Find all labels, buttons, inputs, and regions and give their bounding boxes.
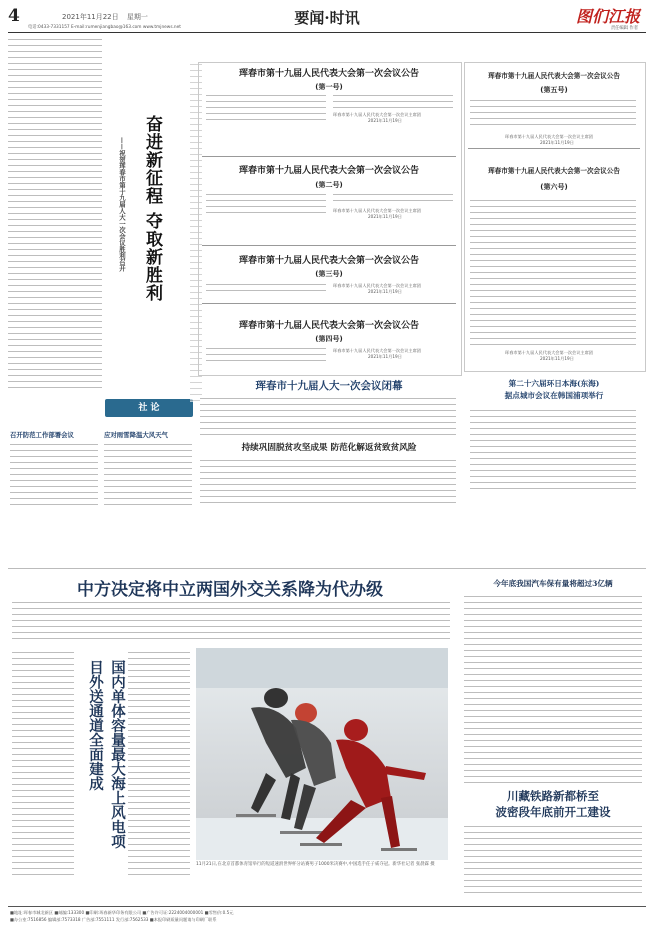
notice-date: 2021年11月19日 — [368, 214, 402, 219]
footer-line: ■地址:珲春市城北新区 ■邮编:133300 ■印刷:珲春新华印务有限公司 ■广告许可证:2224004000001 ■零售价:0.5元 — [10, 910, 234, 915]
meta-line: 电话:0433-7331157 E-mail:rumenjiangbao@163.com www.tmjnews.net — [28, 25, 181, 30]
header-rule — [8, 32, 646, 33]
article-headline — [468, 378, 640, 402]
divider — [202, 245, 456, 246]
notice-signer: 珲春市第十九届人民代表大会第一次会议主席团 — [333, 112, 421, 117]
notice-signer: 珲春市第十九届人民代表大会第一次会议主席团 — [333, 283, 421, 288]
section-title: 要闻·时讯 — [294, 9, 360, 27]
article-headline — [462, 788, 644, 820]
notice-number: (第六号) — [540, 183, 568, 191]
article-body — [464, 824, 642, 898]
article-headline: 召开防范工作部署会议 — [10, 431, 74, 439]
editorial — [104, 37, 190, 413]
notice-date: 2021年11月19日 — [368, 289, 402, 294]
notice-title: 珲春市第十九届人民代表大会第一次会议公告 — [238, 256, 419, 266]
article-body — [104, 442, 192, 510]
notice-body — [206, 282, 326, 296]
article-headline: 珲春市十九届人大一次会议闭幕 — [255, 380, 403, 392]
article-body — [128, 650, 190, 880]
notice-signer: 珲春市第十九届人民代表大会第一次会议主席团 — [333, 348, 421, 353]
footer-line: ■办公室:7516856 编辑部:7573318 广告部:7551111 发行部:7562533 ■本报印刷质量问题请与印刷厂联系 — [10, 917, 217, 922]
notice-body — [206, 93, 326, 121]
notice-title: 珲春市第十九届人民代表大会第一次会议公告 — [488, 72, 620, 80]
article-headline: 持续巩固脱贫攻坚成果 防范化解返贫致贫风险 — [241, 443, 417, 453]
article-headline: 应对雨雪降温大风天气 — [104, 431, 168, 439]
vertical-headline-block — [76, 660, 128, 860]
weekday: 星期一 — [126, 13, 148, 21]
notice-signer: 珲春市第十九届人民代表大会第一次会议主席团 — [505, 134, 593, 139]
notice-body — [470, 98, 636, 130]
notice-title: 珲春市第十九届人民代表大会第一次会议公告 — [238, 69, 419, 79]
article-body — [12, 600, 450, 644]
commentary-badge — [105, 399, 193, 417]
vertical-headline: 国内单体容量最大海上风电项目外送通道全面建成 — [87, 660, 126, 849]
masthead: 图们江报 — [575, 7, 640, 26]
date: 2021年11月22日 — [62, 13, 119, 21]
speed-skaters-image — [196, 648, 448, 860]
main-headline: 中方决定将中立两国外交关系降为代办级 — [77, 580, 383, 600]
divider — [202, 156, 456, 157]
commentary-label: 社 论 — [138, 403, 160, 413]
headline-line: 据点城市会议在韩国浦项举行 — [504, 391, 604, 400]
divider — [8, 568, 646, 569]
notice-body — [333, 93, 453, 109]
headline-line: 波密段年底前开工建设 — [495, 805, 611, 819]
divider — [468, 148, 640, 149]
notice-title: 珲春市第十九届人民代表大会第一次会议公告 — [238, 321, 419, 331]
notice-signer: 珲春市第十九届人民代表大会第一次会议主席团 — [333, 208, 421, 213]
article-headline: 今年底我国汽车保有量将超过3亿辆 — [493, 579, 613, 588]
photo-caption: 11月21日,在北京首都体育馆举行的短道速滑世界杯分站赛男子1000米决赛中,中国选手任子威夺冠。新华社记者 张晨霖 摄 — [196, 862, 435, 867]
article-body — [12, 650, 74, 880]
notice-date: 2021年11月19日 — [368, 118, 402, 123]
article-body — [10, 442, 98, 510]
notice-date: 2021年11月19日 — [540, 356, 574, 361]
notice-body — [333, 192, 453, 206]
article-body — [464, 594, 642, 784]
editorial-subhead: ——祝贺珲春市第十九届人大一次会议胜利召开 — [118, 137, 126, 272]
notice-signer: 珲春市第十九届人民代表大会第一次会议主席团 — [505, 350, 593, 355]
footer-rule — [8, 906, 646, 907]
editorial-headline: 奋进新征程 夺取新胜利 — [142, 115, 162, 302]
article-body — [200, 396, 456, 438]
notice-body — [470, 198, 636, 348]
editor-meta: 责任编辑 作者 — [610, 26, 638, 31]
notice-number: (第三号) — [315, 270, 343, 278]
article-body — [200, 458, 456, 504]
page-number: 4 — [8, 6, 20, 26]
notice-body — [206, 192, 326, 218]
notice-number: (第二号) — [315, 181, 343, 189]
skating-photo — [196, 648, 448, 860]
headline-line: 第二十六届环日本海(东海) — [508, 379, 600, 388]
notice-date: 2021年11月19日 — [540, 140, 574, 145]
notice-date: 2021年11月19日 — [368, 354, 402, 359]
headline-line: 川藏铁路新都桥至 — [507, 789, 599, 803]
article-body — [8, 37, 102, 392]
notice-number: (第一号) — [315, 83, 343, 91]
notice-body — [206, 346, 326, 366]
notice-number: (第四号) — [315, 335, 343, 343]
notice-number: (第五号) — [540, 86, 568, 94]
notice-title: 珲春市第十九届人民代表大会第一次会议公告 — [488, 167, 620, 175]
article-body — [470, 408, 636, 490]
skater — [236, 688, 306, 820]
notice-title: 珲春市第十九届人民代表大会第一次会议公告 — [238, 166, 419, 176]
divider — [202, 303, 456, 304]
